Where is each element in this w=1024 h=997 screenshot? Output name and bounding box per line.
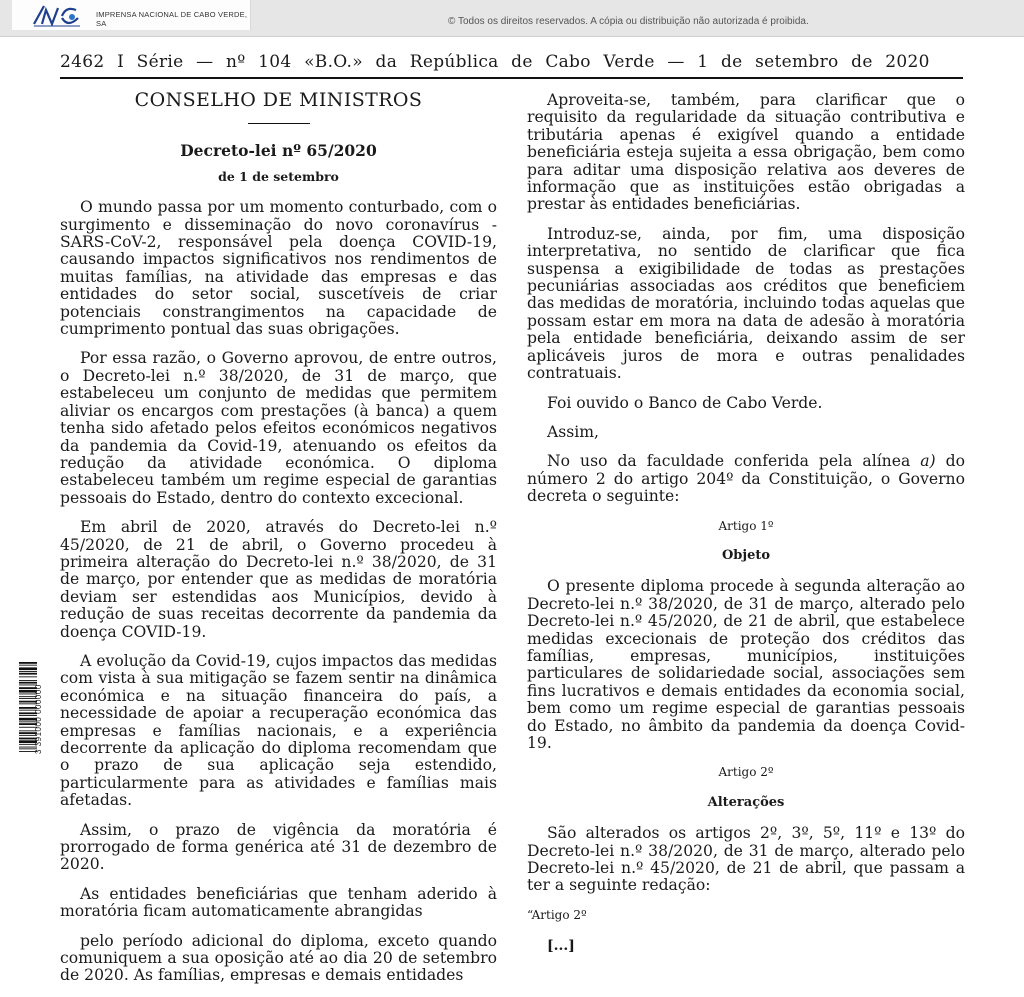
decree-title: Decreto-lei nº 65/2020 (180, 141, 377, 161)
header-token: de (511, 52, 533, 72)
header-token: setembro (755, 52, 839, 72)
decree-date: de 1 de setembro (218, 168, 339, 184)
section-divider (248, 123, 310, 124)
section-title: CONSELHO DE MINISTROS (134, 89, 423, 111)
right-column (527, 92, 965, 968)
header-token: — (667, 52, 685, 72)
clause-after: do número 2 do artigo 204º da Constituição, o Governo decreta o seguinte: (527, 452, 966, 506)
header-token: I (117, 52, 125, 72)
incv-logo-icon (32, 2, 84, 28)
header-token: Série (136, 52, 184, 72)
paragraph: Assim, (547, 422, 599, 441)
article-1-title: Objeto (721, 547, 771, 563)
header-token: — (196, 52, 214, 72)
article-2-text: São alterados os artigos 2º, 3º, 5º, 11º e 13º do Decreto-lei n.º 38/2020, de 31 de março, alterado pelo Decreto-lei n.º 45/2020, de 21 de abril, que passam a ter a seguinte redação: (527, 824, 965, 895)
clause-italic: a) (920, 452, 936, 471)
header-token: «B.O.» (304, 52, 363, 72)
paragraph: Assim, o prazo de vigência da moratória é prorrogado de forma genérica até 31 de dezembro de 2020. (60, 820, 497, 874)
header-token: 104 (258, 52, 292, 72)
decree-clause (527, 453, 965, 505)
header-token: 2020 (885, 52, 930, 72)
rights-notice: © Todos os direitos reservados. A cópia ou distribuição não autorizada é proibida. (448, 16, 809, 27)
paragraph: Foi ouvido o Banco de Cabo Verde. (547, 393, 823, 412)
paragraph: Por essa razão, o Governo aprovou, de entre outros, o Decreto-lei n.º 38/2020, de 31 de março, que estabeleceu um conjunto de medidas que permitem aliviar os encargos com prestações (à banca) a quem tenha sido afetado pelos efeitos económicos negativos da pandemia da Covid-19, atenuando os efeitos da redução da atividade económica. O diploma estabeleceu também um regime especial de garantias pessoais do Estado, dentro do contexto excecional. (60, 349, 497, 507)
article-1-text: O presente diploma procede à segunda alteração ao Decreto-lei n.º 38/2020, de 31 de março, alterado pelo Decreto-lei n.º 45/2020, de 21 de abril, que estabelece medidas excecionais de proteção dos créditos das famílias, empresas, municípios, instituições particulares de solidariedade social, associações sem fins lucrativos e demais entidades da economia social, bem como um regime especial de garantias pessoais do Estado, no âmbito da pandemia da doença Covid-19. (527, 577, 965, 752)
ellipsis: [...] (547, 938, 575, 955)
header-token: República (409, 52, 499, 72)
header-token: 1 (697, 52, 709, 72)
page-header (60, 52, 930, 76)
left-column (60, 89, 497, 997)
header-token: Verde (603, 52, 655, 72)
article-1-number: Artigo 1º (718, 518, 774, 533)
header-token: da (375, 52, 398, 72)
paragraph: Em abril de 2020, através do Decreto-lei n.º 45/2020, de 21 de abril, o Governo procedeu à primeira alteração do Decreto-lei n.º 38/2020, de 31 de março, por entender que as medidas de moratória deviam ser estendidas aos Municípios, devido à redução de suas receitas decorrente da pandemia da doença COVID-19. (60, 518, 497, 641)
top-bar (0, 0, 1024, 37)
paragraph: Aproveita-se, também, para clarificar que o requisito da regularidade da situação contributiva e tributária apenas é exigível quando a entidade beneficiária esteja sujeita a essa obrigação, bem como para aditar uma disposição relativa aos deveres de informação que as instituições estão obrigadas a prestar às entidades beneficiárias. (527, 91, 965, 214)
paragraph: As entidades beneficiárias que tenham aderido à moratória ficam automaticamente abrangidas (60, 884, 497, 921)
paragraph: Introduz-se, ainda, por fim, uma disposição interpretativa, no sentido de clarificar que fica suspensa a exigibilidade de todas as prestações pecuniárias associadas aos créditos que beneficiem das medidas de moratória, incluindo todas aquelas que possam estar em mora na data de adesão à moratória pela entidade beneficiária, deixando assim de ser aplicáveis juros de mora e outras penalidades contratuais. (527, 224, 965, 383)
header-token: nº (226, 52, 246, 72)
header-token: Cabo (545, 52, 591, 72)
barcode-number: 3 391000 000000 (34, 684, 43, 754)
header-token: 2462 (60, 52, 105, 72)
article-2-number: Artigo 2º (718, 765, 774, 780)
quoted-article-heading: “Artigo 2º (527, 907, 587, 922)
header-token: de (851, 52, 873, 72)
clause-before: No uso da faculdade conferida pela alínea (547, 452, 921, 471)
paragraph: O mundo passa por um momento conturbado, com o surgimento e disseminação do novo coronavírus - SARS-CoV-2, responsável pela doença COVID-19, causando impactos significativos nos rendimentos de muitas famílias, na atividade das empresas e das entidades do setor social, suscetíveis de criar potenciais constrangimentos na capacidade de cumprimento pontual das suas obrigações. (60, 198, 497, 339)
article-2-title: Alterações (707, 794, 785, 810)
publisher-name: IMPRENSA NACIONAL DE CABO VERDE, SA (96, 10, 248, 28)
paragraph: A evolução da Covid-19, cujos impactos das medidas com vista à sua mitigação se fazem sentir na dinâmica económica e na situação financeira do país, a necessidade de apoiar a recuperação económica das empresas e famílias nacionais, e a experiência decorrente da aplicação do diploma recomendam que o prazo de sua aplicação seja estendido, particularmente para as atividades e famílias mais afetadas. (60, 651, 497, 810)
header-rule (60, 77, 963, 79)
paragraph: pelo período adicional do diploma, exceto quando comuniquem a sua oposição até ao dia 20 de setembro de 2020. As famílias, empresas e demais entidades (60, 931, 497, 985)
header-token: de (720, 52, 743, 72)
publisher-logo-box (12, 0, 251, 30)
